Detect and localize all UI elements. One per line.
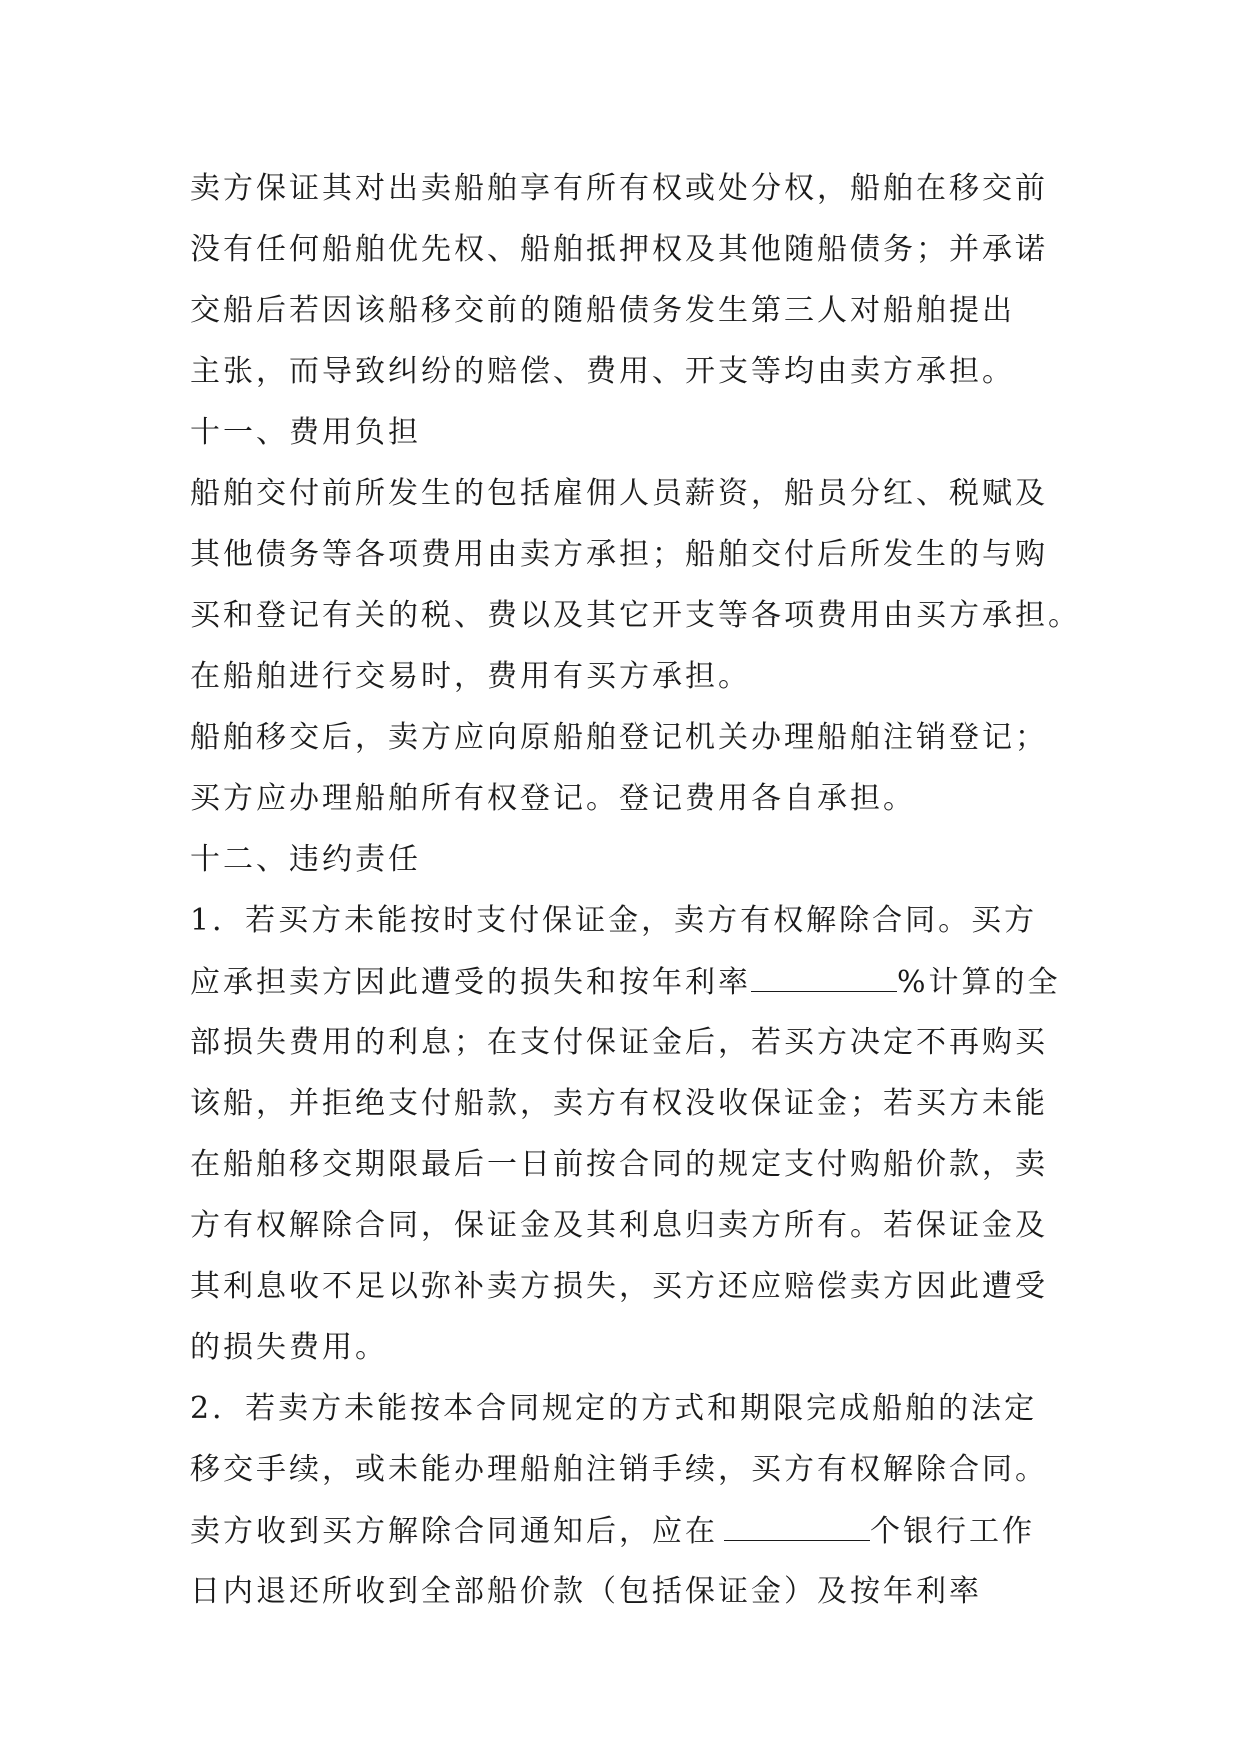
line-text-before-blank: 卖方收到买方解除合同通知后，应在 bbox=[190, 1514, 718, 1549]
paragraph-line: 移交手续，或未能办理船舶注销手续，买方有权解除合同。 bbox=[190, 1452, 1048, 1487]
paragraph-line: 部损失费用的利息；在支付保证金后，若买方决定不再购买 bbox=[190, 1025, 1048, 1060]
line-text-after-blank: 个银行工作 bbox=[870, 1514, 1035, 1549]
paragraph-line: 1．若买方未能按时支付保证金，卖方有权解除合同。买方 bbox=[190, 903, 1038, 938]
paragraph-line: 其他债务等各项费用由卖方承担；船舶交付后所发生的与购 bbox=[190, 537, 1048, 572]
paragraph-line-with-blank bbox=[190, 951, 1090, 1012]
paragraph-line: 交船后若因该船移交前的随船债务发生第三人对船舶提出 bbox=[190, 293, 1015, 328]
contract-page bbox=[190, 158, 1090, 1622]
paragraph-line: 其利息收不足以弥补卖方损失，买方还应赔偿卖方因此遭受 bbox=[190, 1269, 1048, 1304]
paragraph-line: 买和登记有关的税、费以及其它开支等各项费用由买方承担。 bbox=[190, 598, 1081, 633]
paragraph-line: 没有任何船舶优先权、船舶抵押权及其他随船债务；并承诺 bbox=[190, 232, 1048, 267]
paragraph-line: 船舶移交后，卖方应向原船舶登记机关办理船舶注销登记； bbox=[190, 720, 1048, 755]
paragraph-line: 主张，而导致纠纷的赔偿、费用、开支等均由卖方承担。 bbox=[190, 354, 1015, 389]
paragraph-line: 方有权解除合同，保证金及其利息归卖方所有。若保证金及 bbox=[190, 1208, 1048, 1243]
banking-days-blank bbox=[724, 1500, 870, 1541]
paragraph-line: 买方应办理船舶所有权登记。登记费用各自承担。 bbox=[190, 781, 916, 816]
section-heading-fees: 十一、费用负担 bbox=[190, 415, 421, 450]
paragraph-line: 日内退还所收到全部船价款（包括保证金）及按年利率 bbox=[190, 1574, 982, 1609]
section-heading-breach: 十二、违约责任 bbox=[190, 842, 421, 877]
paragraph-line-with-blank bbox=[190, 1500, 1090, 1561]
paragraph-line: 在船舶进行交易时，费用有买方承担。 bbox=[190, 659, 751, 694]
line-text-after-blank: %计算的全 bbox=[897, 965, 1061, 1000]
paragraph-line: 2．若卖方未能按本合同规定的方式和期限完成船舶的法定 bbox=[190, 1391, 1038, 1426]
paragraph-line: 该船，并拒绝支付船款，卖方有权没收保证金；若买方未能 bbox=[190, 1086, 1048, 1121]
paragraph-line: 在船舶移交期限最后一日前按合同的规定支付购船价款，卖 bbox=[190, 1147, 1048, 1182]
paragraph-line: 的损失费用。 bbox=[190, 1330, 388, 1365]
line-text-before-blank: 应承担卖方因此遭受的损失和按年利率 bbox=[190, 965, 751, 1000]
paragraph-line: 船舶交付前所发生的包括雇佣人员薪资，船员分红、税赋及 bbox=[190, 476, 1048, 511]
interest-rate-blank bbox=[751, 951, 897, 992]
paragraph-line: 卖方保证其对出卖船舶享有所有权或处分权，船舶在移交前 bbox=[190, 171, 1048, 206]
